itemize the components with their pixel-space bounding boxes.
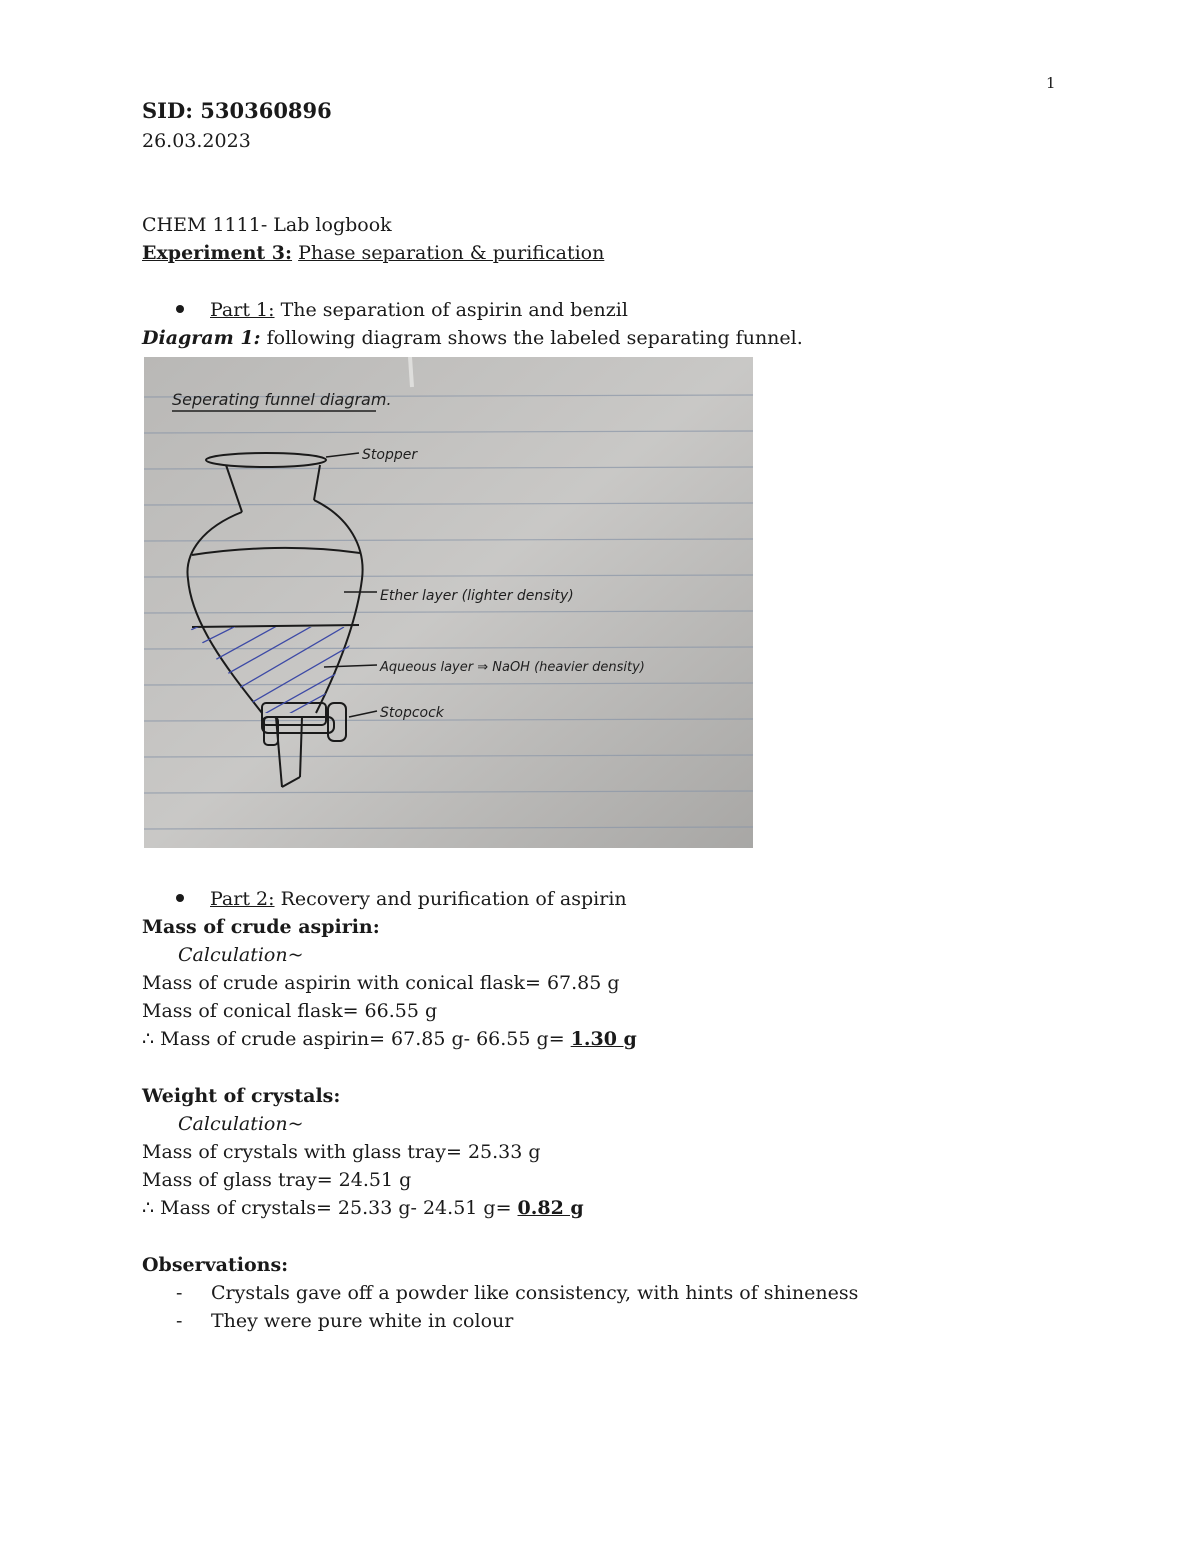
label-ether-layer: Ether layer (lighter density) [380,588,574,604]
observations-heading: Observations: [142,1254,289,1276]
dash-marker: - [176,1310,183,1332]
handwritten-title: Seperating funnel diagram. [172,390,392,409]
diagram-label: Diagram 1: [142,327,261,349]
crystals-line3 [142,1194,584,1222]
crystals-line2: Mass of glass tray= 24.51 g [142,1169,412,1191]
funnel-diagram-svg [144,357,753,848]
observation-item [176,1279,182,1307]
bullet-icon [176,894,184,902]
crude-line1: Mass of crude aspirin with conical flask= 67.85 g [142,972,620,994]
course-title: CHEM 1111- Lab logbook [142,214,392,236]
observation-text-2: They were pure white in colour [211,1310,514,1332]
experiment-label: Experiment 3: [142,242,293,264]
part2-text: Recovery and purification of aspirin [280,888,627,910]
label-aqueous-layer: Aqueous layer ⇒ NaOH (heavier density) [380,660,645,675]
crude-calc-label: Calculation~ [178,944,304,966]
crude-line3 [142,1025,637,1053]
experiment-heading [142,239,604,267]
dash-marker: - [176,1282,183,1304]
crude-result: 1.30 g [570,1028,637,1050]
crystals-line1: Mass of crystals with glass tray= 25.33 g [142,1141,541,1163]
student-id: SID: 530360896 [142,98,332,123]
part2-bullet [176,885,627,913]
funnel-diagram-photo [144,357,753,848]
part1-text: The separation of aspirin and benzil [280,299,628,321]
crystals-formula: ∴ Mass of crystals= 25.33 g- 24.51 g= [142,1197,518,1219]
part1-label: Part 1: [210,299,275,321]
diagram-caption [142,324,803,352]
observation-text-1: Crystals gave off a powder like consistency, with hints of shineness [211,1282,859,1304]
date: 26.03.2023 [142,130,251,152]
crystals-heading: Weight of crystals: [142,1085,341,1107]
part2-label: Part 2: [210,888,275,910]
experiment-title: Phase separation & purification [298,242,605,264]
bullet-icon [176,305,184,313]
crystals-calc-label: Calculation~ [178,1113,304,1135]
crystals-result: 0.82 g [517,1197,584,1219]
crude-heading: Mass of crude aspirin: [142,916,380,938]
crude-line2: Mass of conical flask= 66.55 g [142,1000,438,1022]
page-number: 1 [1046,74,1056,92]
crude-formula: ∴ Mass of crude aspirin= 67.85 g- 66.55 g= [142,1028,571,1050]
observation-item [176,1307,182,1335]
part1-bullet [176,296,628,324]
label-stopcock: Stopcock [380,705,444,721]
diagram-text: following diagram shows the labeled separating funnel. [266,327,803,349]
label-stopper: Stopper [362,447,418,463]
